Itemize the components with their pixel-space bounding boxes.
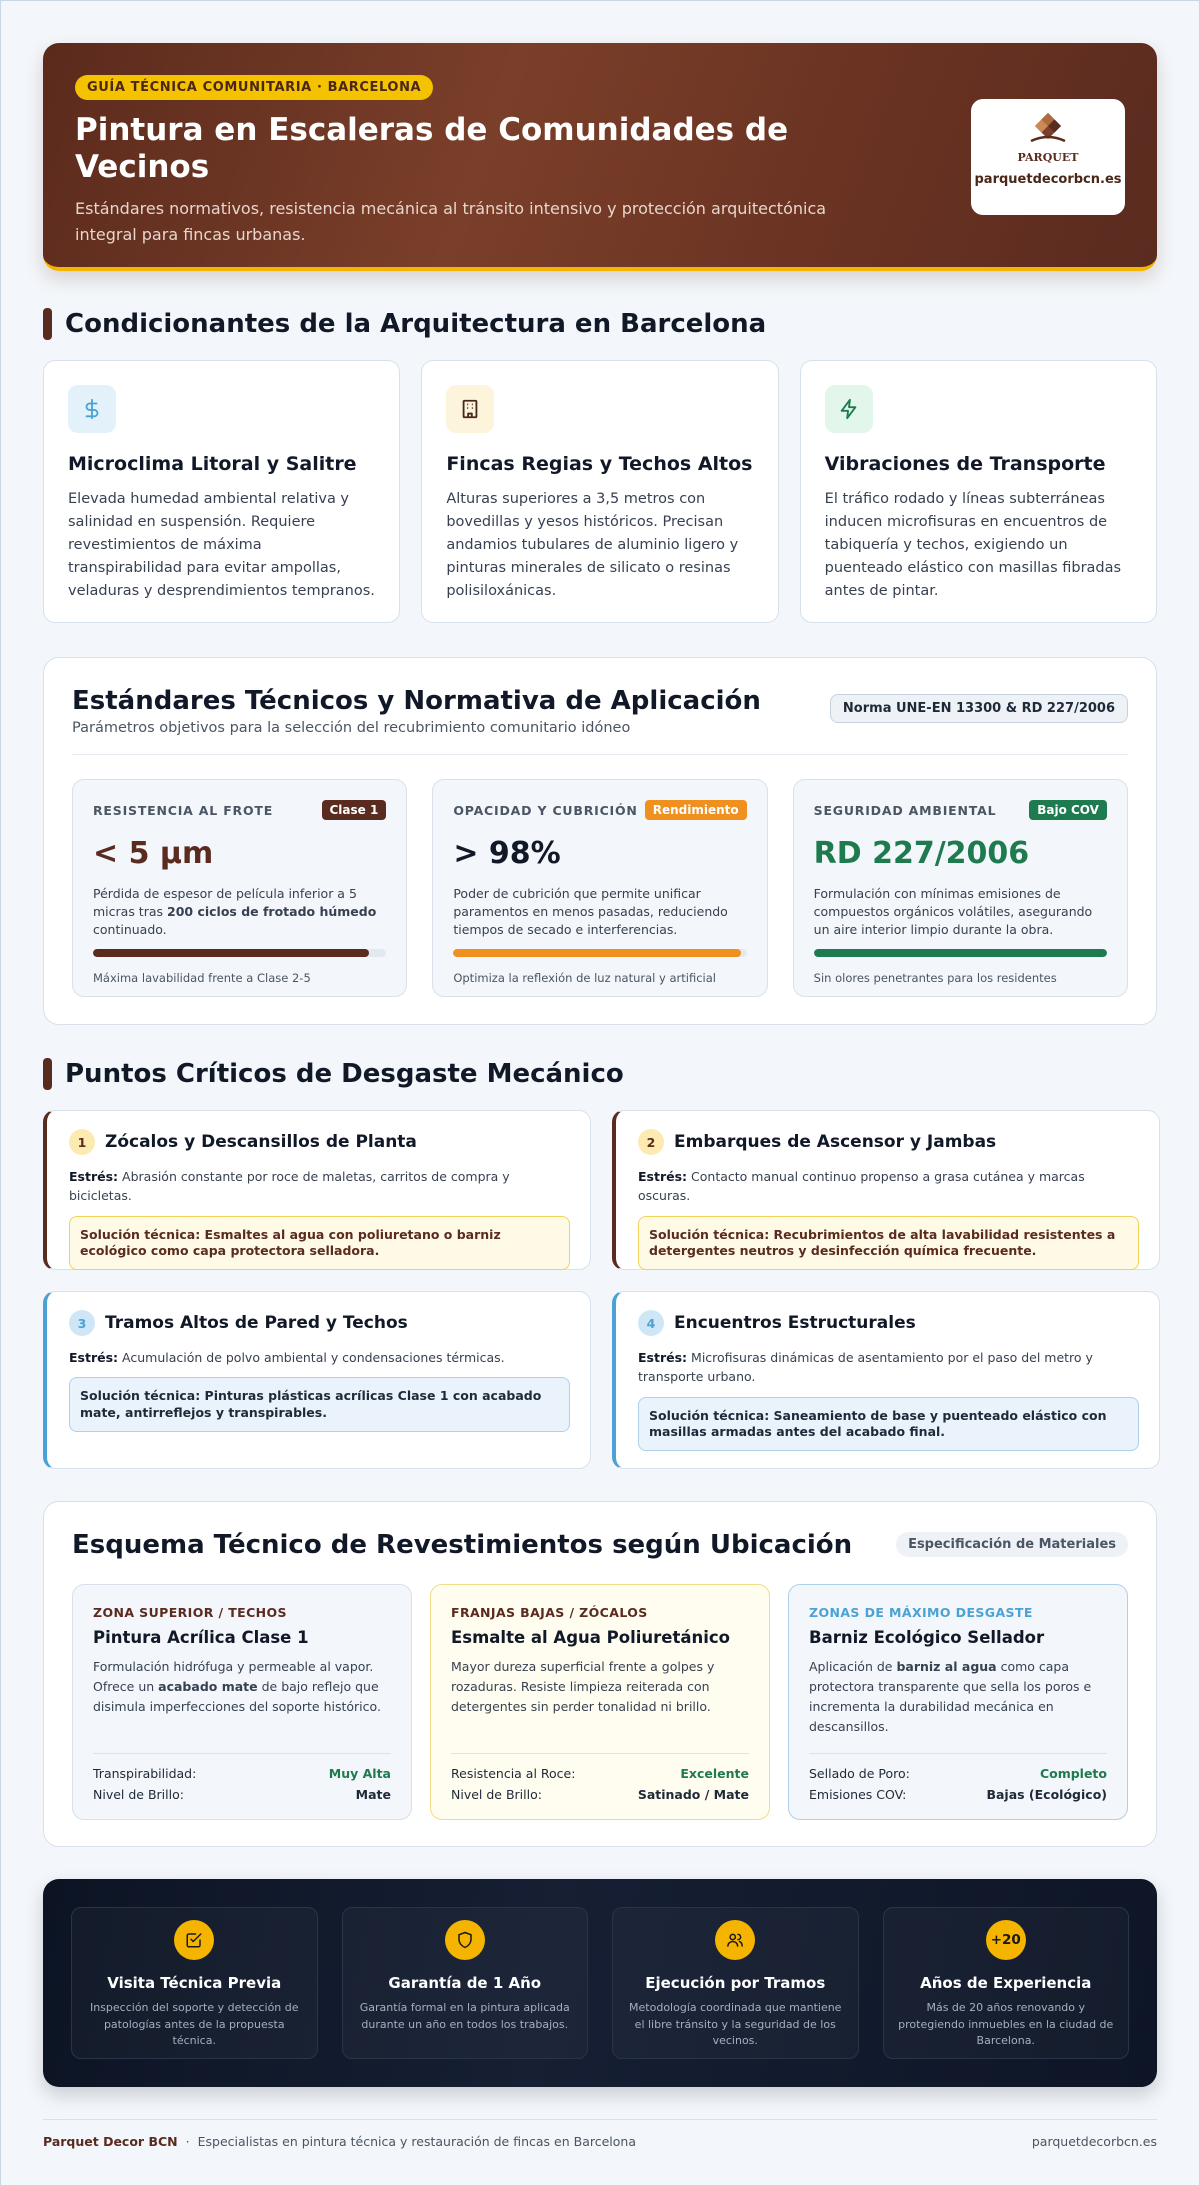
critical-card	[612, 1291, 1160, 1469]
architecture-cards	[43, 360, 1157, 623]
feature-title: Garantía de 1 Año	[388, 1974, 542, 1992]
users-icon	[715, 1920, 755, 1960]
critical-points-grid	[43, 1110, 1157, 1469]
divider	[809, 1753, 1107, 1754]
section-title-architecture	[43, 307, 1157, 341]
scheme-desc: Mayor dureza superficial frente a golpes y rozaduras. Resiste limpieza reiterada con detergentes sin perder tonalidad ni brillo.	[451, 1659, 715, 1714]
std-foot: Sin olores penetrantes para los residentes	[813, 971, 1057, 985]
section-title-critical	[43, 1057, 1157, 1091]
bolt-icon	[825, 385, 873, 433]
critical-stress: Estrés: Acumulación de polvo ambiental y condensaciones térmicas.	[69, 1350, 505, 1365]
std-progress-bar	[93, 949, 386, 957]
standards-title: Estándares Técnicos y Normativa de Aplicación	[72, 686, 761, 716]
critical-stress: Estrés: Microfisuras dinámicas de asentamiento por el paso del metro y transporte urbano.	[638, 1350, 1093, 1385]
scheme-zone: ZONA SUPERIOR / TECHOS	[93, 1605, 287, 1620]
std-progress-bar	[453, 949, 746, 957]
brand-logo[interactable]	[971, 99, 1125, 215]
feature-desc: Inspección del soporte y detección de patologías antes de la propuesta técnica.	[89, 2001, 299, 2047]
std-badge: Rendimiento	[645, 800, 747, 820]
norma-tag: Norma UNE-EN 13300 & RD 227/2006	[830, 694, 1128, 723]
arch-card-title: Fincas Regias y Techos Altos	[446, 453, 753, 475]
std-badge: Bajo COV	[1029, 800, 1107, 820]
logo-url[interactable]: parquetdecorbcn.es	[974, 172, 1122, 187]
scheme-desc: Formulación hidrófuga y permeable al vapor. Ofrece un acabado mate de bajo reflejo que disimula imperfecciones del soporte histórico.	[93, 1659, 381, 1714]
std-card-opacidad	[432, 779, 767, 997]
std-progress-fill	[814, 949, 1107, 957]
feature-card	[612, 1907, 859, 2059]
feature-title: Años de Experiencia	[920, 1974, 1092, 1992]
critical-card	[612, 1110, 1160, 1270]
scheme-panel	[43, 1501, 1157, 1847]
std-card-frote	[72, 779, 407, 997]
scheme-desc: Aplicación de barniz al agua como capa protectora transparente que sella los poros e incrementa la durabilidad mecánica en descansillos.	[809, 1659, 1092, 1734]
feature-desc: Más de 20 años renovando y protegiendo inmuebles en la ciudad de Barcelona.	[898, 2001, 1114, 2047]
scheme-zone: FRANJAS BAJAS / ZÓCALOS	[451, 1605, 648, 1620]
spec-row: Nivel de Brillo: Mate	[93, 1787, 391, 1802]
scheme-product: Esmalte al Agua Poliuretánico	[451, 1628, 730, 1647]
page-subtitle: Estándares normativos, resistencia mecánica al tránsito intensivo y protección arquitectónica integral para fincas urbanas.	[75, 199, 827, 244]
spec-row: Emisiones COV: Bajas (Ecológico)	[809, 1787, 1107, 1802]
standards-panel	[43, 657, 1157, 1025]
parquet-logo-icon	[1025, 111, 1071, 151]
footer-tagline: Especialistas en pintura técnica y restauración de fincas en Barcelona	[197, 2134, 636, 2149]
feature-card	[71, 1907, 318, 2059]
critical-stress: Estrés: Abrasión constante por roce de maletas, carritos de compra y bicicletas.	[69, 1169, 510, 1204]
critical-solution: Solución técnica: Esmaltes al agua con poliuretano o barniz ecológico como capa protectora selladora.	[69, 1216, 570, 1271]
divider	[451, 1753, 749, 1754]
number-badge: 1	[69, 1129, 95, 1155]
std-desc: Formulación con mínimas emisiones de compuestos orgánicos volátiles, asegurando un aire interior limpio durante la obra.	[813, 886, 1093, 937]
spec-row: Sellado de Poro: Completo	[809, 1766, 1107, 1781]
critical-solution: Solución técnica: Recubrimientos de alta lavabilidad resistentes a detergentes neutros y desinfección química frecuente.	[638, 1216, 1139, 1271]
std-card-seguridad	[793, 779, 1128, 997]
page-title: Pintura en Escaleras de Comunidades de Vecinos	[75, 112, 789, 186]
features-band	[43, 1879, 1157, 2087]
scheme-card-techos	[72, 1584, 412, 1820]
scheme-product: Pintura Acrílica Clase 1	[93, 1628, 309, 1647]
feature-desc: Garantía formal en la pintura aplicada durante un año en todos los trabajos.	[359, 2001, 570, 2031]
hero-banner	[43, 43, 1157, 271]
arch-card-text: Elevada humedad ambiental relativa y salinidad en suspensión. Requiere revestimientos de máxima transpirabilidad para evitar ampollas, veladuras y desprendimientos tempranos.	[68, 491, 375, 599]
std-foot: Máxima lavabilidad frente a Clase 2-5	[93, 971, 311, 985]
std-value: RD 227/2006	[813, 836, 1030, 871]
std-badge: Clase 1	[322, 800, 387, 820]
feature-card	[342, 1907, 589, 2059]
scheme-card-zocalos	[430, 1584, 770, 1820]
checklist-icon	[174, 1920, 214, 1960]
critical-title: Tramos Altos de Pared y Techos	[105, 1313, 408, 1333]
std-desc: Pérdida de espesor de película inferior a 5 micras tras 200 ciclos de frotado húmedo continuado.	[93, 886, 377, 937]
number-badge: 3	[69, 1310, 95, 1336]
hero-badge: GUÍA TÉCNICA COMUNITARIA · BARCELONA	[75, 75, 433, 100]
feature-title: Ejecución por Tramos	[645, 1974, 826, 1992]
scheme-product: Barniz Ecológico Sellador	[809, 1628, 1045, 1647]
footer-url[interactable]: parquetdecorbcn.es	[1031, 2134, 1157, 2149]
scheme-card-desgaste	[788, 1584, 1128, 1820]
std-progress-fill	[93, 949, 369, 957]
std-progress-fill	[453, 949, 740, 957]
shield-icon	[445, 1920, 485, 1960]
arch-card-title: Microclima Litoral y Salitre	[68, 453, 357, 475]
footer-separator: ·	[185, 2134, 190, 2149]
spec-row: Resistencia al Roce: Excelente	[451, 1766, 749, 1781]
arch-card-title: Vibraciones de Transporte	[824, 453, 1106, 475]
critical-stress: Estrés: Contacto manual continuo propenso a grasa cutánea y marcas oscuras.	[638, 1169, 1085, 1204]
feature-card	[883, 1907, 1130, 2059]
spec-row: Transpirabilidad: Muy Alta	[93, 1766, 391, 1781]
divider	[72, 754, 1128, 755]
section-accent-bar	[43, 308, 52, 340]
std-desc: Poder de cubrición que permite unificar paramentos en menos pasadas, reduciendo tiempos de secado e interferencias.	[453, 886, 728, 937]
number-badge: 2	[638, 1129, 664, 1155]
plus20-icon: +20	[986, 1920, 1026, 1960]
arch-card-microclimate	[43, 360, 400, 623]
std-value: > 98%	[453, 836, 561, 871]
arch-card-vibrations	[800, 360, 1157, 623]
arch-card-text: El tráfico rodado y líneas subterráneas inducen microfisuras en encuentros de tabiquería y techos, exigiendo un puenteado elástico con masillas fibradas antes de pintar.	[824, 491, 1122, 599]
std-progress-bar	[814, 949, 1107, 957]
footer	[43, 2119, 1157, 2149]
std-label: OPACIDAD Y CUBRICIÓN	[453, 802, 638, 818]
section-heading: Condicionantes de la Arquitectura en Barcelona	[65, 309, 767, 339]
feature-desc: Metodología coordinada que mantiene el libre tránsito y la seguridad de los vecinos.	[629, 2001, 842, 2047]
scheme-zone: ZONAS DE MÁXIMO DESGASTE	[809, 1605, 1033, 1620]
arch-card-text: Alturas superiores a 3,5 metros con bovedillas y yesos históricos. Precisan andamios tubulares de aluminio ligero y pinturas minerales de silicato o resinas polisiloxánicas.	[446, 491, 739, 599]
std-label: RESISTENCIA AL FROTE	[93, 802, 274, 818]
arch-card-buildings	[421, 360, 778, 623]
standards-subtitle: Parámetros objetivos para la selección del recubrimiento comunitario idóneo	[72, 720, 631, 736]
std-value: < 5 µm	[93, 836, 214, 871]
section-heading: Puntos Críticos de Desgaste Mecánico	[65, 1059, 624, 1089]
critical-card	[43, 1291, 591, 1469]
dollar-icon	[68, 385, 116, 433]
section-accent-bar	[43, 1058, 52, 1090]
feature-title: Visita Técnica Previa	[107, 1974, 282, 1992]
std-label: SEGURIDAD AMBIENTAL	[813, 802, 997, 818]
critical-solution: Solución técnica: Saneamiento de base y puenteado elástico con masillas armadas antes del acabado final.	[638, 1397, 1139, 1452]
building-icon	[446, 385, 494, 433]
critical-solution: Solución técnica: Pinturas plásticas acrílicas Clase 1 con acabado mate, antirreflejos y transpirables.	[69, 1377, 570, 1432]
scheme-title: Esquema Técnico de Revestimientos según Ubicación	[72, 1530, 853, 1560]
number-badge: 4	[638, 1310, 664, 1336]
spec-tag: Especificación de Materiales	[896, 1532, 1128, 1557]
logo-wordmark: PARQUET	[1017, 151, 1079, 164]
divider	[93, 1753, 391, 1754]
critical-card	[43, 1110, 591, 1270]
critical-title: Embarques de Ascensor y Jambas	[674, 1132, 997, 1152]
critical-title: Encuentros Estructurales	[674, 1313, 916, 1333]
spec-row: Nivel de Brillo: Satinado / Mate	[451, 1787, 749, 1802]
critical-title: Zócalos y Descansillos de Planta	[105, 1132, 417, 1152]
std-foot: Optimiza la reflexión de luz natural y artificial	[453, 971, 716, 985]
footer-brand: Parquet Decor BCN	[43, 2134, 178, 2149]
